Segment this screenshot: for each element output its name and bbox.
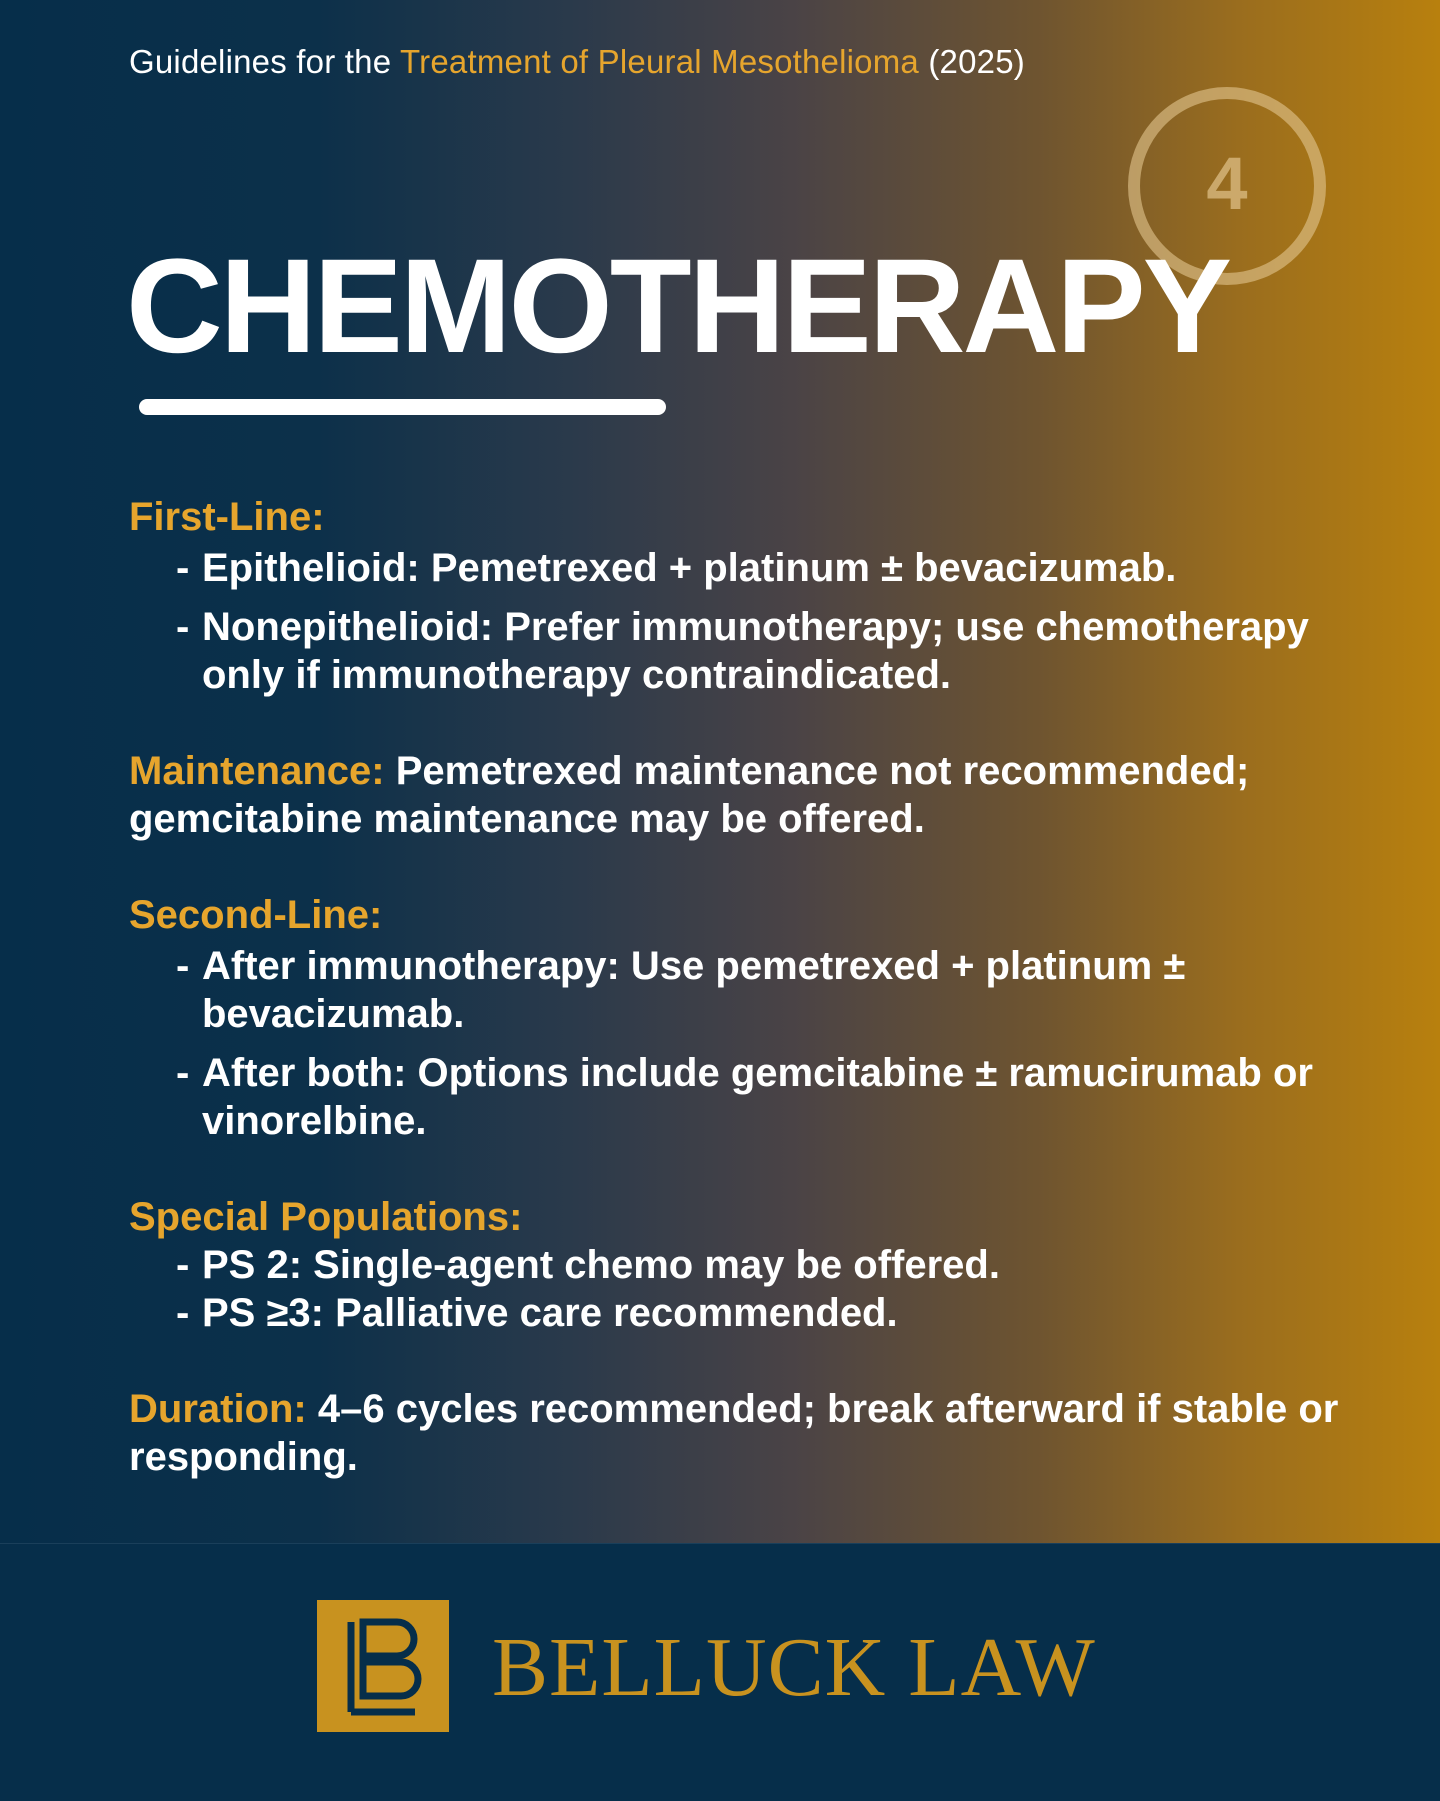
first-line-list <box>129 544 1379 699</box>
maintenance-heading: Maintenance: <box>129 749 385 793</box>
second-line-heading: Second-Line: <box>129 893 383 937</box>
subtitle-highlight: Treatment of Pleural Mesothelioma <box>400 43 919 80</box>
list-item: - PS ≥3: Palliative care recommended. <box>176 1289 1379 1337</box>
section-number: 4 <box>1206 142 1248 225</box>
second-line-list <box>129 942 1379 1145</box>
logo-monogram-icon <box>317 1600 449 1732</box>
duration-section <box>129 1385 1379 1481</box>
first-line-section <box>129 493 1379 699</box>
maintenance-section <box>129 747 1379 843</box>
list-item: - PS 2: Single-agent chemo may be offered. <box>176 1241 1379 1289</box>
special-populations-heading: Special Populations: <box>129 1195 523 1239</box>
list-item: - After both: Options include gemcitabine ± ramucirumab or vinorelbine. <box>176 1049 1379 1145</box>
first-line-heading: First-Line: <box>129 495 325 539</box>
duration-text: 4–6 cycles recommended; break afterward if stable or responding. <box>129 1387 1339 1479</box>
list-item: - Epithelioid: Pemetrexed + platinum ± bevacizumab. <box>176 544 1379 592</box>
duration-heading: Duration: <box>129 1387 307 1431</box>
special-populations-list <box>129 1241 1379 1337</box>
page-title: CHEMOTHERAPY <box>126 232 1230 381</box>
subtitle-prefix: Guidelines for the <box>129 43 401 80</box>
belluck-law-logo-icon <box>317 1600 449 1732</box>
guideline-subtitle <box>129 43 1025 81</box>
list-item: - After immunotherapy: Use pemetrexed + platinum ± bevacizumab. <box>176 942 1379 1038</box>
title-underline <box>139 399 666 415</box>
subtitle-suffix: (2025) <box>918 43 1025 80</box>
belluck-law-logo-text: BELLUCK LAW <box>492 1621 1096 1714</box>
maintenance-text: Pemetrexed maintenance not recommended; gemcitabine maintenance may be offered. <box>129 749 1250 841</box>
list-item: - Nonepithelioid: Prefer immunotherapy; use chemotherapy only if immunotherapy contraindicated. <box>176 603 1379 699</box>
second-line-section <box>129 891 1379 1145</box>
guideline-content <box>129 493 1379 1529</box>
special-populations-section <box>129 1193 1379 1337</box>
